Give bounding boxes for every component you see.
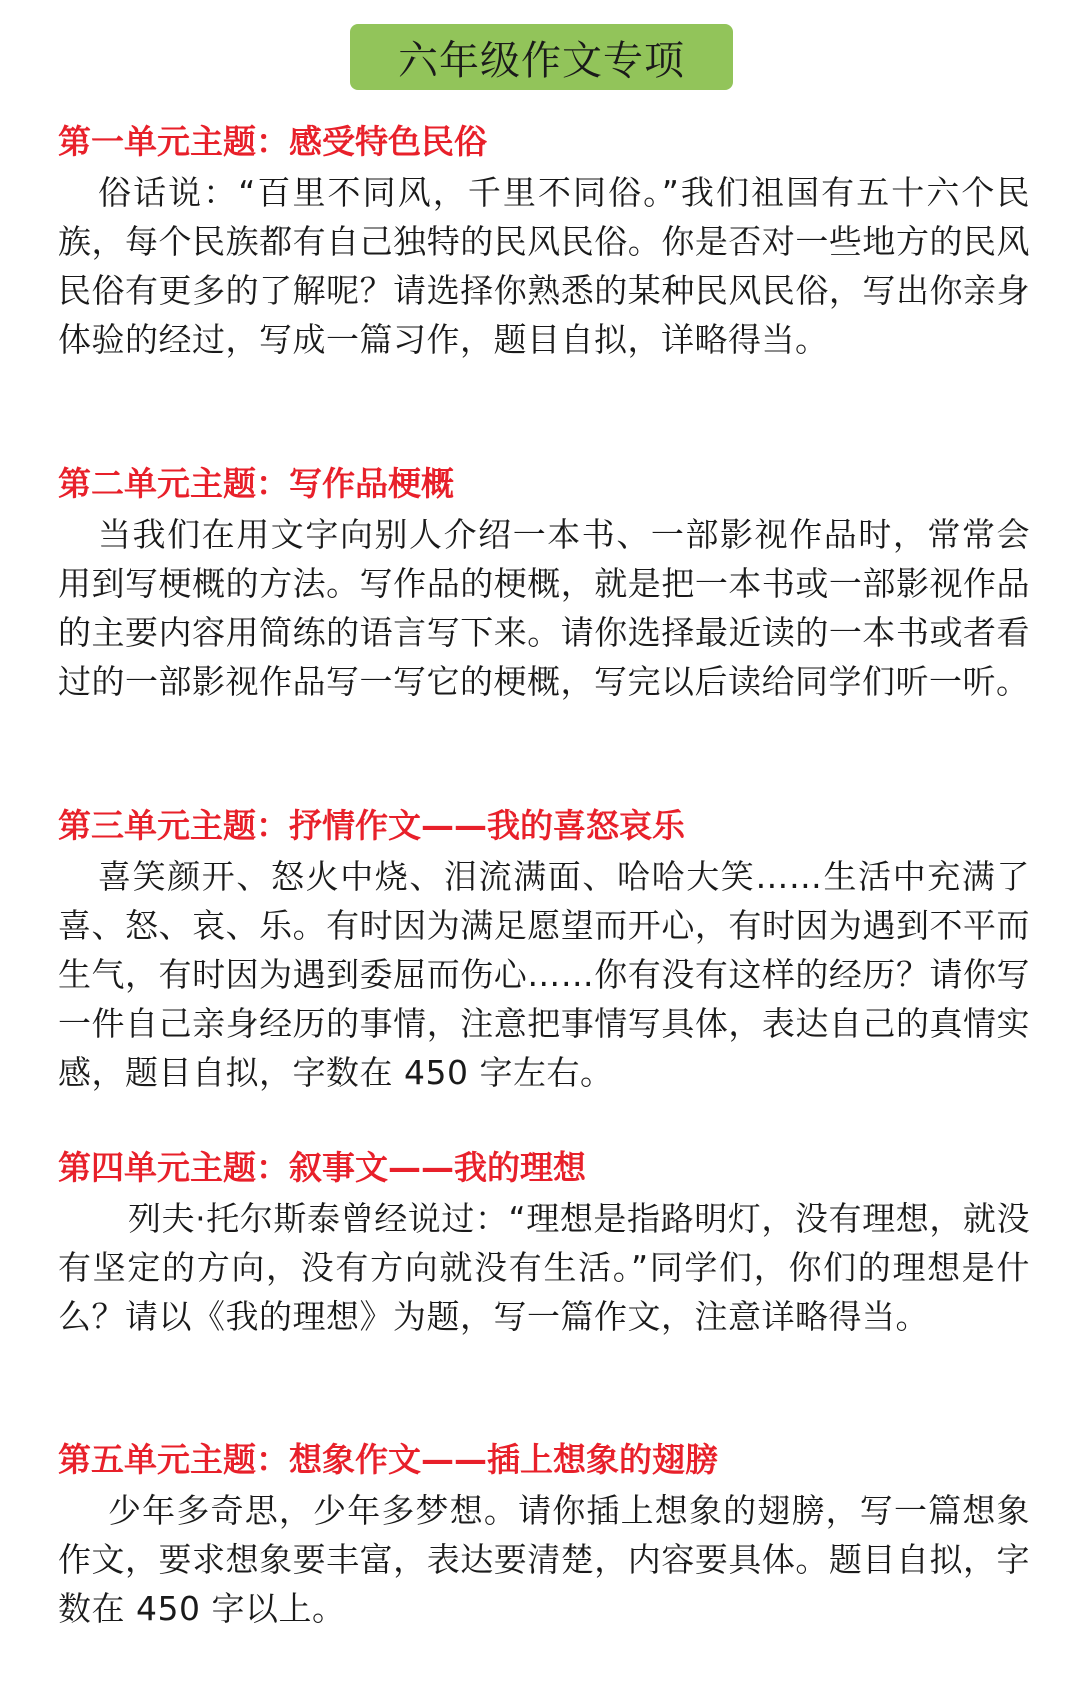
page-title: 六年级作文专项 [350, 24, 733, 90]
unit-body-3: 喜笑颜开、怒火中烧、泪流满面、哈哈大笑……生活中充满了喜、怒、哀、乐。有时因为满足愿望而开心，有时因为遇到不平而生气，有时因为遇到委屈而伤心……你有没有这样的经历？请你写一件自己亲身经历的事情，注意把事情写具体，表达自己的真情实感，题目自拟，字数在 450 字左右。 [58, 857, 1030, 1092]
unit-section-1 [58, 120, 1030, 364]
unit-section-3 [58, 804, 1030, 1097]
unit-heading-2: 第二单元主题：写作品梗概 [58, 464, 454, 503]
unit-section-4 [58, 1146, 1030, 1341]
unit-heading-4: 第四单元主题：叙事文——我的理想 [58, 1148, 586, 1187]
unit-section-5 [58, 1438, 1030, 1633]
unit-section-2 [58, 462, 1030, 706]
unit-body-1: 俗话说：“百里不同风，千里不同俗。”我们祖国有五十六个民族，每个民族都有自己独特的民风民俗。你是否对一些地方的民风民俗有更多的了解呢？请选择你熟悉的某种民风民俗，写出你亲身体验的经过，写成一篇习作，题目自拟，详略得当。 [58, 173, 1030, 359]
unit-heading-5: 第五单元主题：想象作文——插上想象的翅膀 [58, 1440, 718, 1479]
unit-body-4: 列夫·托尔斯泰曾经说过：“理想是指路明灯，没有理想，就没有坚定的方向，没有方向就没有生活。”同学们，你们的理想是什么？请以《我的理想》为题，写一篇作文，注意详略得当。 [58, 1199, 1030, 1336]
unit-body-5: 少年多奇思，少年多梦想。请你插上想象的翅膀，写一篇想象作文，要求想象要丰富，表达要清楚，内容要具体。题目自拟，字数在 450 字以上。 [58, 1491, 1030, 1628]
unit-heading-1: 第一单元主题：感受特色民俗 [58, 122, 487, 161]
unit-body-2: 当我们在用文字向别人介绍一本书、一部影视作品时，常常会用到写梗概的方法。写作品的梗概，就是把一本书或一部影视作品的主要内容用简练的语言写下来。请你选择最近读的一本书或者看过的一部影视作品写一写它的梗概，写完以后读给同学们听一听。 [58, 515, 1030, 701]
unit-heading-3: 第三单元主题：抒情作文——我的喜怒哀乐 [58, 806, 685, 845]
